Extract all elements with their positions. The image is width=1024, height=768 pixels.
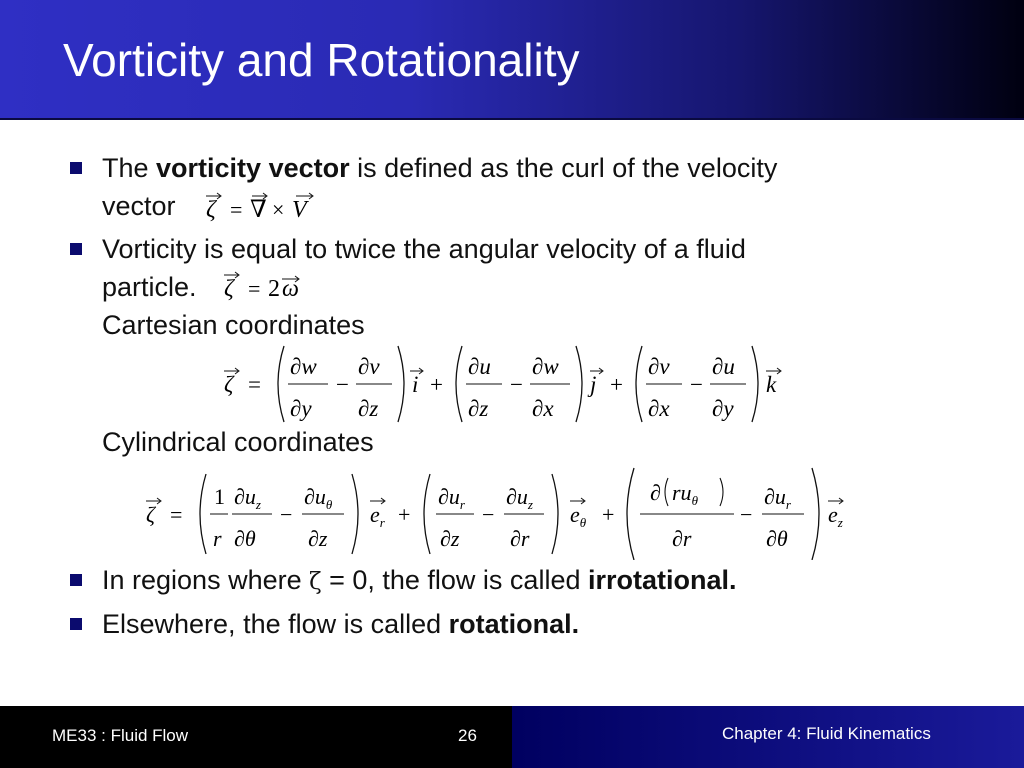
svg-text:+: + — [610, 372, 623, 397]
svg-text:∂u: ∂u — [468, 354, 491, 379]
svg-text:j: j — [590, 372, 597, 397]
svg-text:∂z: ∂z — [440, 526, 460, 551]
bullet-marker — [70, 574, 82, 586]
svg-text:∂z: ∂z — [308, 526, 328, 551]
svg-text:∂y: ∂y — [290, 396, 312, 421]
bullet-text: Elsewhere, the flow is called — [102, 609, 449, 639]
svg-text:−: − — [690, 372, 703, 397]
svg-text:∂θ: ∂θ — [766, 526, 788, 551]
cartesian-vorticity-equation — [218, 338, 798, 430]
svg-text:ζ: ζ — [206, 197, 216, 223]
svg-text:∂r: ∂r — [510, 526, 530, 551]
bullet-marker — [70, 162, 82, 174]
svg-text:∂: ∂ — [650, 480, 661, 505]
svg-text:+: + — [430, 372, 443, 397]
svg-text:∂w: ∂w — [532, 354, 559, 379]
svg-text:V: V — [292, 197, 307, 223]
svg-text:−: − — [482, 502, 495, 527]
slide-footer — [0, 706, 1024, 768]
svg-text:∂θ: ∂θ — [234, 526, 256, 551]
svg-text:−: − — [336, 372, 349, 397]
bullet-irrotational — [102, 562, 737, 600]
bullet-marker — [70, 243, 82, 255]
bullet-text: In regions where — [102, 565, 310, 595]
svg-text:∂ur: $\partial u_r$ — [438, 484, 465, 512]
svg-text:−: − — [740, 502, 753, 527]
svg-text:+: + — [398, 502, 411, 527]
svg-text:=: = — [170, 502, 183, 527]
cylindrical-vorticity-equation — [140, 464, 860, 560]
bullet-bold-text: vorticity vector — [156, 153, 350, 183]
svg-text:×: × — [272, 197, 285, 222]
svg-text:=: = — [230, 197, 243, 222]
svg-text:∂y: ∂y — [712, 396, 734, 421]
svg-text:∂u: ∂u — [712, 354, 735, 379]
footer-chapter: Chapter 4: Fluid Kinematics — [722, 724, 931, 743]
svg-text:i: i — [412, 372, 419, 397]
bullet-text: = 0, the flow is called — [321, 565, 588, 595]
cartesian-label: Cartesian coordinates — [102, 310, 365, 340]
curl-equation — [200, 185, 330, 227]
bullet-rotational — [102, 606, 579, 642]
svg-text:=: = — [248, 276, 261, 301]
svg-text:=: = — [248, 372, 261, 397]
bullet-text: is defined as the curl of the velocity — [349, 153, 778, 183]
slide-title: Vorticity and Rotationality — [63, 34, 580, 86]
bullet-vorticity-definition-line2 — [102, 188, 176, 224]
bullet-angular-velocity-line2 — [102, 269, 197, 305]
bullet-text: Vorticity is equal to twice the angular velocity of a fluid — [102, 234, 746, 264]
bullet-vorticity-definition — [102, 150, 777, 186]
svg-text:2: 2 — [268, 276, 280, 302]
svg-text:∂x: ∂x — [648, 396, 670, 421]
svg-text:∂v: ∂v — [358, 354, 380, 379]
footer-page-number: 26 — [458, 726, 477, 745]
bullet-angular-velocity — [102, 231, 746, 267]
svg-text:∂z: ∂z — [358, 396, 379, 421]
footer-course: ME33 : Fluid Flow — [52, 726, 189, 745]
bullet-bold-text: irrotational. — [587, 565, 737, 595]
svg-text:∂uθ: $\partial u_\theta$ — [304, 484, 333, 512]
footer-left-panel — [0, 706, 512, 768]
zeta-symbol: ζ — [309, 569, 322, 595]
bullet-bold-text: rotational. — [448, 609, 580, 639]
svg-text:ζ: ζ — [224, 372, 234, 397]
svg-text:∂uz: $\partial u_z$ — [506, 484, 533, 512]
svg-text:ζ: ζ — [146, 502, 155, 527]
svg-text:∂uz: $\partial u_z$ — [234, 484, 261, 512]
svg-text:ω: ω — [282, 276, 299, 302]
bullet-text: The — [102, 153, 157, 183]
svg-text:∂r: ∂r — [672, 526, 692, 551]
svg-text:∂w: ∂w — [290, 354, 317, 379]
svg-text:ζ: ζ — [224, 276, 234, 302]
svg-text:er: $e_r$ — [370, 502, 385, 530]
svg-text:r: r — [213, 526, 222, 551]
cylindrical-label: Cylindrical coordinates — [102, 427, 374, 457]
svg-text:∂z: ∂z — [468, 396, 489, 421]
twice-omega-equation — [218, 264, 328, 306]
svg-text:∂v: ∂v — [648, 354, 670, 379]
bullet-text: particle. — [102, 272, 197, 302]
svg-text:1: 1 — [214, 484, 225, 509]
bullet-text: vector — [102, 191, 176, 221]
svg-text:−: − — [280, 502, 293, 527]
svg-text:∂ur: $\partial u_r$ — [764, 484, 791, 512]
svg-text:k: k — [766, 372, 777, 397]
svg-text:eθ: $e_\theta$ — [570, 502, 587, 530]
footer-right-panel — [512, 706, 1024, 768]
svg-text:−: − — [510, 372, 523, 397]
bullet-marker — [70, 618, 82, 630]
svg-text:∂x: ∂x — [532, 396, 554, 421]
svg-text:ez: $e_z$ — [828, 502, 843, 530]
svg-text:+: + — [602, 502, 615, 527]
svg-text:ruθ: $ru_\theta$ — [672, 480, 698, 508]
svg-text:∇: ∇ — [250, 197, 267, 223]
